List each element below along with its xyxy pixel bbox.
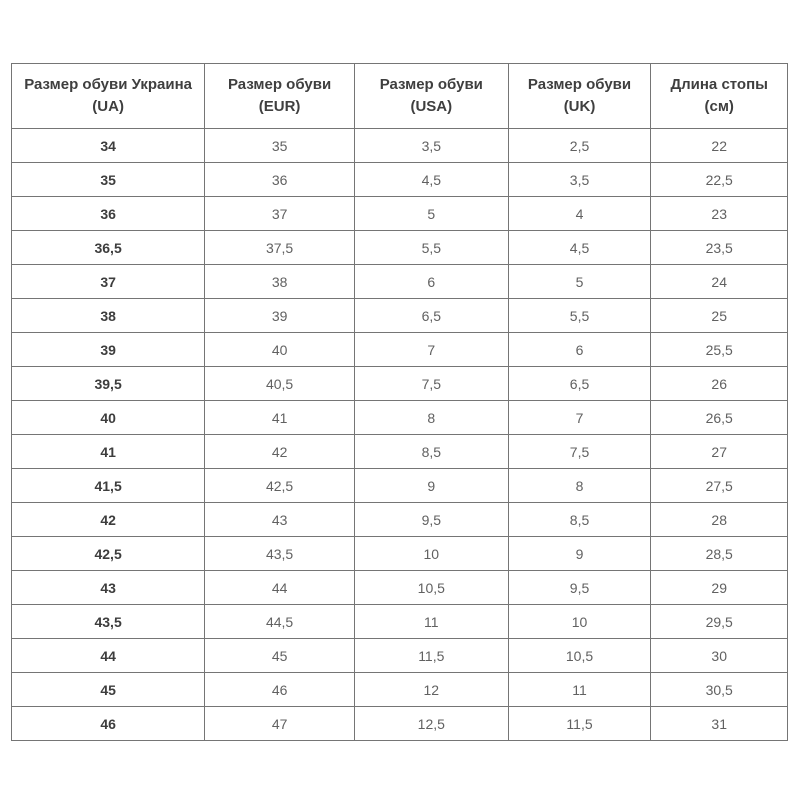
ua-size-cell: 36,5 (12, 231, 205, 265)
ua-size-cell: 38 (12, 299, 205, 333)
header-row (12, 64, 788, 129)
size-cell-cm: 27 (651, 435, 788, 469)
table-row (12, 367, 788, 401)
size-cell-usa: 9 (354, 469, 508, 503)
table-row (12, 605, 788, 639)
ua-size-cell: 40 (12, 401, 205, 435)
size-cell-uk: 2,5 (508, 129, 651, 163)
table-row (12, 639, 788, 673)
size-cell-uk: 9,5 (508, 571, 651, 605)
column-header-uk (508, 64, 651, 129)
size-cell-uk: 4,5 (508, 231, 651, 265)
size-cell-eur: 44 (205, 571, 355, 605)
size-cell-eur: 37,5 (205, 231, 355, 265)
ua-size-cell: 34 (12, 129, 205, 163)
ua-size-cell: 37 (12, 265, 205, 299)
column-header-usa (354, 64, 508, 129)
size-cell-eur: 36 (205, 163, 355, 197)
size-cell-usa: 4,5 (354, 163, 508, 197)
size-cell-eur: 40,5 (205, 367, 355, 401)
table-row (12, 435, 788, 469)
size-cell-usa: 7,5 (354, 367, 508, 401)
size-cell-cm: 23 (651, 197, 788, 231)
size-cell-cm: 31 (651, 707, 788, 741)
size-cell-uk: 11,5 (508, 707, 651, 741)
size-cell-eur: 44,5 (205, 605, 355, 639)
column-header-unit: (см) (704, 98, 734, 115)
column-header-title: Размер обуви (527, 76, 632, 94)
size-cell-usa: 6 (354, 265, 508, 299)
size-cell-eur: 38 (205, 265, 355, 299)
size-cell-cm: 28,5 (651, 537, 788, 571)
size-cell-usa: 6,5 (354, 299, 508, 333)
ua-size-cell: 41 (12, 435, 205, 469)
size-cell-usa: 5 (354, 197, 508, 231)
size-cell-cm: 30 (651, 639, 788, 673)
size-cell-uk: 5,5 (508, 299, 651, 333)
size-cell-eur: 37 (205, 197, 355, 231)
column-header-unit: (EUR) (258, 98, 301, 115)
size-cell-cm: 22 (651, 129, 788, 163)
ua-size-cell: 43,5 (12, 605, 205, 639)
size-cell-usa: 8,5 (354, 435, 508, 469)
size-cell-cm: 25 (651, 299, 788, 333)
table-row (12, 469, 788, 503)
column-header-title: Размер обуви (379, 76, 483, 94)
column-header-unit: (UK) (563, 98, 596, 115)
column-header-title: Размер обуви Украина (24, 76, 192, 94)
size-cell-usa: 12,5 (354, 707, 508, 741)
size-cell-cm: 29,5 (651, 605, 788, 639)
size-cell-uk: 10,5 (508, 639, 651, 673)
size-cell-usa: 9,5 (354, 503, 508, 537)
table-row (12, 231, 788, 265)
table-row (12, 129, 788, 163)
size-cell-usa: 5,5 (354, 231, 508, 265)
size-cell-uk: 8 (508, 469, 651, 503)
size-cell-usa: 3,5 (354, 129, 508, 163)
column-header-eur (205, 64, 355, 129)
ua-size-cell: 45 (12, 673, 205, 707)
size-cell-uk: 5 (508, 265, 651, 299)
table-row (12, 197, 788, 231)
size-cell-eur: 43,5 (205, 537, 355, 571)
size-cell-usa: 12 (354, 673, 508, 707)
size-cell-cm: 30,5 (651, 673, 788, 707)
size-cell-eur: 42 (205, 435, 355, 469)
ua-size-cell: 39 (12, 333, 205, 367)
size-cell-eur: 42,5 (205, 469, 355, 503)
size-cell-uk: 9 (508, 537, 651, 571)
column-header-ua (12, 64, 205, 129)
size-cell-uk: 7 (508, 401, 651, 435)
size-cell-usa: 10,5 (354, 571, 508, 605)
table-row (12, 503, 788, 537)
table-row (12, 299, 788, 333)
column-header-unit: (USA) (410, 98, 453, 115)
ua-size-cell: 43 (12, 571, 205, 605)
size-cell-uk: 6 (508, 333, 651, 367)
size-cell-cm: 27,5 (651, 469, 788, 503)
size-cell-eur: 39 (205, 299, 355, 333)
size-cell-cm: 26,5 (651, 401, 788, 435)
size-cell-eur: 47 (205, 707, 355, 741)
size-cell-uk: 3,5 (508, 163, 651, 197)
size-cell-cm: 23,5 (651, 231, 788, 265)
table-row (12, 571, 788, 605)
ua-size-cell: 46 (12, 707, 205, 741)
size-cell-eur: 35 (205, 129, 355, 163)
size-cell-uk: 4 (508, 197, 651, 231)
size-cell-uk: 11 (508, 673, 651, 707)
table-row (12, 163, 788, 197)
ua-size-cell: 44 (12, 639, 205, 673)
column-header-title: Длина стопы (670, 76, 768, 94)
size-cell-uk: 6,5 (508, 367, 651, 401)
table-row (12, 537, 788, 571)
ua-size-cell: 41,5 (12, 469, 205, 503)
size-cell-usa: 11,5 (354, 639, 508, 673)
table-row (12, 401, 788, 435)
size-cell-cm: 28 (651, 503, 788, 537)
ua-size-cell: 39,5 (12, 367, 205, 401)
size-cell-usa: 8 (354, 401, 508, 435)
size-cell-usa: 11 (354, 605, 508, 639)
ua-size-cell: 42,5 (12, 537, 205, 571)
size-cell-cm: 26 (651, 367, 788, 401)
size-cell-usa: 7 (354, 333, 508, 367)
shoe-size-conversion-table (11, 63, 788, 741)
size-cell-cm: 22,5 (651, 163, 788, 197)
size-cell-eur: 46 (205, 673, 355, 707)
size-cell-uk: 8,5 (508, 503, 651, 537)
size-cell-usa: 10 (354, 537, 508, 571)
ua-size-cell: 42 (12, 503, 205, 537)
table-row (12, 707, 788, 741)
size-cell-uk: 10 (508, 605, 651, 639)
size-cell-eur: 43 (205, 503, 355, 537)
table-row (12, 265, 788, 299)
column-header-title: Размер обуви (228, 76, 332, 94)
size-cell-eur: 41 (205, 401, 355, 435)
column-header-cm (651, 64, 788, 129)
size-cell-cm: 25,5 (651, 333, 788, 367)
ua-size-cell: 35 (12, 163, 205, 197)
ua-size-cell: 36 (12, 197, 205, 231)
table-row (12, 333, 788, 367)
size-cell-uk: 7,5 (508, 435, 651, 469)
table-row (12, 673, 788, 707)
size-cell-cm: 29 (651, 571, 788, 605)
size-cell-eur: 45 (205, 639, 355, 673)
size-cell-cm: 24 (651, 265, 788, 299)
column-header-unit: (UA) (92, 98, 124, 115)
size-cell-eur: 40 (205, 333, 355, 367)
